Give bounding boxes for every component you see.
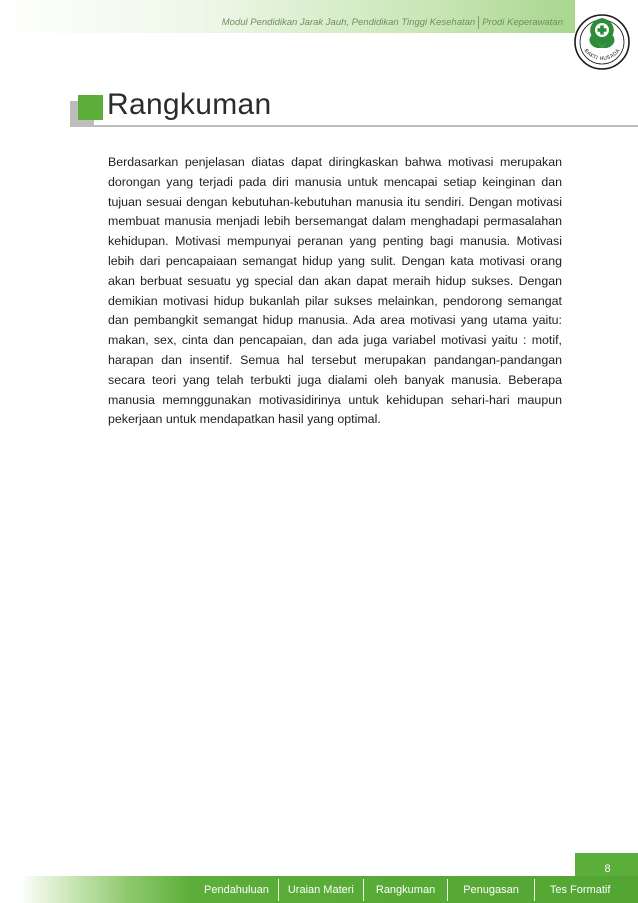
section-title-marker bbox=[70, 95, 104, 125]
module-title: Modul Pendidikan Jarak Jauh, Pendidikan Tinggi Kesehatan bbox=[221, 17, 476, 28]
title-divider bbox=[70, 125, 638, 127]
nav-divider bbox=[447, 879, 448, 901]
nav-penugasan[interactable]: Penugasan bbox=[463, 883, 519, 896]
program-name: Prodi Keperawatan bbox=[482, 17, 563, 28]
nav-divider bbox=[363, 879, 364, 901]
nav-tes-formatif[interactable]: Tes Formatif bbox=[549, 883, 611, 896]
running-header bbox=[222, 16, 563, 29]
nav-pendahuluan[interactable]: Pendahuluan bbox=[204, 883, 269, 896]
page-number: 8 bbox=[604, 863, 611, 875]
logo-lettering: BAKTI HUSADA bbox=[582, 47, 622, 63]
nav-divider bbox=[278, 879, 279, 901]
nav-rangkuman[interactable]: Rangkuman bbox=[375, 883, 436, 896]
kemenkes-logo-icon bbox=[573, 4, 631, 80]
marker-front-square bbox=[78, 95, 103, 120]
nav-uraian-materi[interactable]: Uraian Materi bbox=[287, 883, 354, 896]
page-title: Rangkuman bbox=[107, 88, 272, 121]
nav-divider bbox=[534, 879, 535, 901]
footer-nav bbox=[196, 876, 610, 903]
header-divider bbox=[478, 16, 479, 29]
summary-paragraph: Berdasarkan penjelasan diatas dapat diringkaskan bahwa motivasi merupakan dorongan yang terjadi pada diri manusia untuk mencapai setiap keinginan dan tujuan sesuai dengan kebutuhan-kebutuhan manusia itu sendiri. Dengan motivasi membuat manusia menjadi lebih bersemangat dalam menghadapi permasalahan kehidupan. Motivasi mempunyai peranan yang penting bagi manusia. Motivasi lebih dari pencapaiaan semangat hidup yang sulit. Dengan kata motivasi orang akan berbuat sesuatu yg special dan akan dapat meraih hidup sukses. Dengan demikian motivasi hidup bukanlah pilar sukses melainkan, pendorong semangat dan pembangkit semangat hidup manusia. Ada area motivasi yang utama yaitu: makan, sex, cinta dan pencapaian, dan ada juga variabel motivasi yaitu : motif, harapan dan insentif. Semua hal tersebut merupakan pandangan-pandangan secara teori yang telah terbukti juga dialami oleh banyak manusia. Beberapa manusia memnggunakan motivasidirinya untuk kehidupan sehari-hari maupun pekerjaan untuk mendapatkan hasil yang optimal. bbox=[108, 155, 562, 427]
